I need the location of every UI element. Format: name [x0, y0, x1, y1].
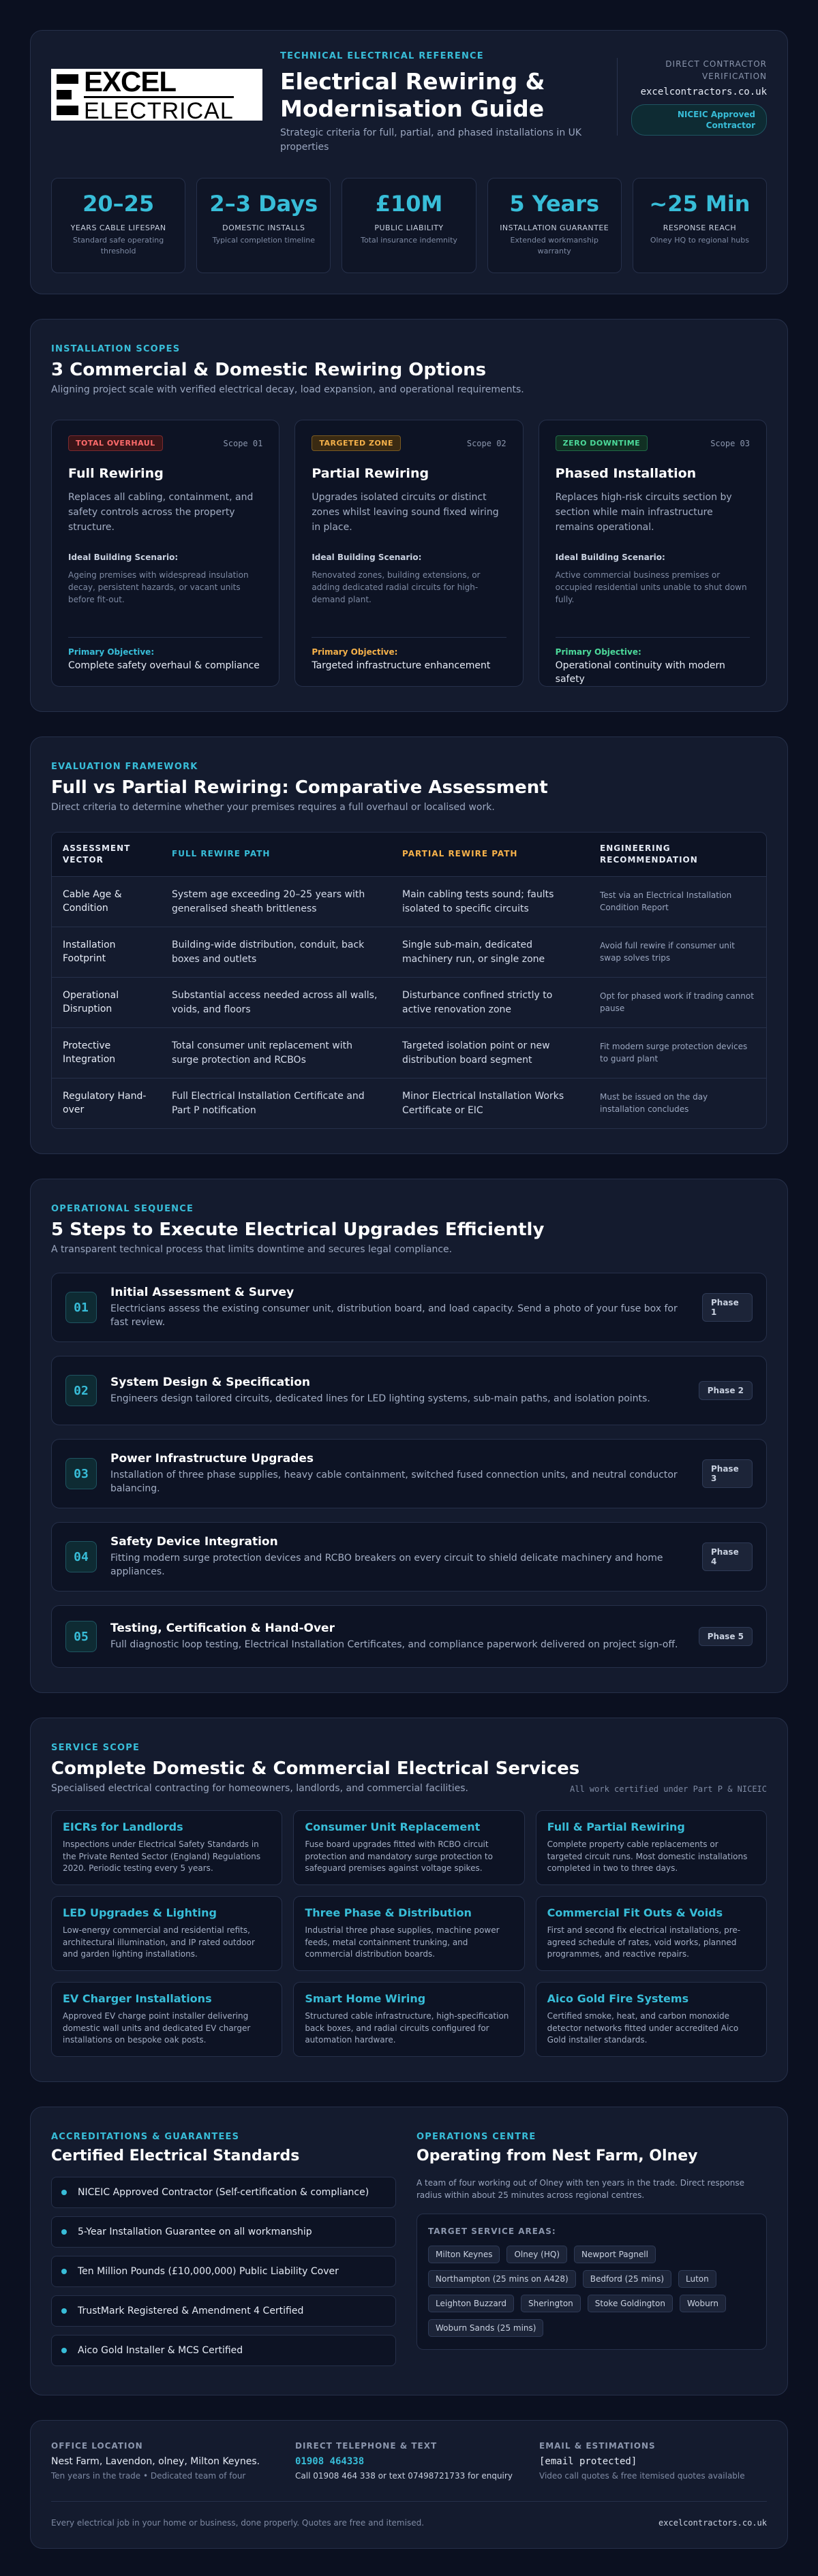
step-body — [97, 1376, 699, 1406]
scopes-eyebrow: INSTALLATION SCOPES — [51, 344, 181, 355]
stat-label: RESPONSE REACH — [663, 223, 737, 233]
stat-desc: Olney HQ to regional hubs — [650, 236, 749, 245]
service-card[interactable] — [51, 1810, 282, 1885]
step-title: Safety Device Integration — [110, 1534, 278, 1549]
stat-value: 5 Years — [509, 191, 600, 217]
service-title: Consumer Unit Replacement — [305, 1820, 481, 1834]
phase-badge: Phase 1 — [702, 1293, 753, 1322]
scope-objective — [68, 637, 262, 673]
scope-card-header — [312, 435, 506, 451]
accreditation-label: Aico Gold Installer & MCS Certified — [78, 2345, 243, 2357]
table-cell-recommendation: Avoid full rewire if consumer unit swap solves trips — [600, 941, 735, 963]
table-cell-partial: Targeted isolation point or new distribution board segment — [402, 1040, 550, 1066]
table-header-cell: ENGINEERING RECOMMENDATION — [600, 843, 698, 865]
compare-subtitle: Direct criteria to determine whether your premises requires a full overhaul or localised work. — [51, 802, 495, 813]
accreditation-item — [51, 2177, 396, 2208]
table-row — [52, 1027, 766, 1078]
step-body — [97, 1621, 699, 1651]
service-card[interactable] — [536, 1810, 767, 1885]
scope-desc: Upgrades isolated circuits or distinct zones whilst leaving sound fixed wiring in place. — [312, 492, 499, 533]
stat-value: £10M — [375, 191, 443, 217]
step-number: 03 — [65, 1458, 97, 1489]
service-area-chips — [428, 2246, 755, 2337]
service-area-chip: Woburn Sands (25 mins) — [428, 2319, 543, 2337]
scope-ideal-label: Ideal Building Scenario: — [312, 553, 422, 563]
scope-number: Scope 01 — [223, 438, 263, 448]
table-cell-vector: Regulatory Hand-over — [63, 1091, 147, 1115]
services-eyebrow: SERVICE SCOPE — [51, 1743, 140, 1754]
service-title: EV Charger Installations — [63, 1992, 212, 2006]
step-desc: Engineers design tailored circuits, dedicated lines for LED lighting systems, sub-main paths, and isolation points. — [110, 1393, 650, 1405]
hero-eyebrow: TECHNICAL ELECTRICAL REFERENCE — [280, 51, 484, 61]
phone-label: DIRECT TELEPHONE & TEXT — [295, 2441, 438, 2451]
email-sub: Video call quotes & free itemised quotes available — [539, 2471, 745, 2481]
service-card[interactable] — [51, 1982, 282, 2057]
steps-subtitle: A transparent technical process that limits downtime and secures legal compliance. — [51, 1244, 453, 1256]
hero-panel — [30, 30, 788, 294]
service-card[interactable] — [293, 1810, 524, 1885]
scope-card — [294, 420, 523, 687]
phone-sub: Call 01908 464 338 or text 07498721733 for enquiry — [295, 2471, 513, 2481]
accreditations-list — [51, 2177, 396, 2366]
accreditations-title: Certified Electrical Standards — [51, 2147, 300, 2165]
scope-title: Full Rewiring — [68, 466, 164, 482]
service-area-chip: Milton Keynes — [428, 2246, 500, 2263]
step-card — [51, 1605, 767, 1668]
service-title: Aico Gold Fire Systems — [547, 1992, 689, 2006]
table-cell-full: Total consumer unit replacement with surge protection and RCBOs — [172, 1040, 352, 1066]
email-label: EMAIL & ESTIMATIONS — [539, 2441, 656, 2451]
accreditation-item — [51, 2256, 396, 2287]
service-card[interactable] — [293, 1982, 524, 2057]
service-title: EICRs for Landlords — [63, 1820, 183, 1834]
scope-tag: TOTAL OVERHAUL — [68, 435, 163, 451]
table-cell-partial: Main cabling tests sound; faults isolated to specific circuits — [402, 889, 554, 914]
scopes-panel — [30, 319, 788, 712]
footer-tagline: Every electrical job in your home or business, done properly. Quotes are free and itemised. — [51, 2518, 425, 2528]
operations-desc: A team of four working out of Olney with ten years in the trade. Direct response radius within about 25 minutes across regional centres. — [416, 2178, 744, 2201]
footer — [30, 2420, 788, 2549]
service-area-chip: Woburn — [680, 2295, 726, 2312]
verify-domain-link[interactable]: excelcontractors.co.uk — [640, 87, 767, 97]
service-desc: First and second fix electrical installations, pre-agreed schedule of rates, void works, planned programmes, and reactive repairs. — [547, 1925, 741, 1959]
service-card[interactable] — [536, 1896, 767, 1971]
scope-ideal: Renovated zones, building extensions, or adding dedicated radial circuits for high-demand plant. — [312, 570, 481, 605]
stat-value: 2–3 Days — [209, 191, 318, 217]
table-cell-vector: Installation Footprint — [63, 940, 116, 964]
stat-card — [487, 178, 622, 273]
scope-tag: ZERO DOWNTIME — [556, 435, 648, 451]
scope-objective — [312, 637, 506, 673]
service-card[interactable] — [51, 1896, 282, 1971]
accreditation-label: 5-Year Installation Guarantee on all workmanship — [78, 2226, 312, 2238]
office-sub: Ten years in the trade • Dedicated team of four — [51, 2471, 246, 2481]
scope-objective-label: Primary Objective: — [312, 647, 398, 657]
compare-title: Full vs Partial Rewiring: Comparative Assessment — [51, 777, 548, 798]
step-number: 01 — [65, 1292, 97, 1323]
service-areas-box — [416, 2214, 767, 2350]
service-title: LED Upgrades & Lighting — [63, 1906, 217, 1920]
phase-badge: Phase 2 — [699, 1381, 753, 1400]
table-cell-vector: Protective Integration — [63, 1040, 116, 1065]
accreditation-label: Ten Million Pounds (£10,000,000) Public Liability Cover — [78, 2266, 339, 2278]
service-desc: Structured cable infrastructure, high-specification back boxes, and radial circuits configured for automation hardware. — [305, 2011, 509, 2045]
scope-objective-label: Primary Objective: — [68, 647, 155, 657]
scopes-subtitle: Aligning project scale with verified electrical decay, load expansion, and operational requirements. — [51, 384, 524, 396]
step-desc: Electricians assess the existing consumer unit, distribution board, and load capacity. Send a photo of your fuse box for fast review. — [110, 1303, 678, 1329]
niceic-badge: NICEIC Approved Contractor — [631, 104, 767, 136]
email-link[interactable]: [email protected] — [539, 2456, 637, 2468]
service-desc: Complete property cable replacements or targeted circuit runs. Most domestic installations completed in two to three days. — [547, 1840, 748, 1873]
accreditation-item — [51, 2295, 396, 2327]
service-title: Full & Partial Rewiring — [547, 1820, 685, 1834]
table-cell-full: Full Electrical Installation Certificate and Part P notification — [172, 1091, 365, 1116]
verify-label: DIRECT CONTRACTOR VERIFICATION — [665, 59, 767, 81]
service-area-chip: Stoke Goldington — [588, 2295, 673, 2312]
accreditation-label: TrustMark Registered & Amendment 4 Certified — [78, 2306, 304, 2317]
step-card — [51, 1522, 767, 1592]
page-title: Electrical Rewiring & Modernisation Guide — [280, 68, 545, 122]
step-card — [51, 1356, 767, 1425]
logo-mark-icon — [57, 74, 78, 115]
bullet-dot-icon — [61, 2308, 67, 2314]
scope-ideal-label: Ideal Building Scenario: — [555, 553, 665, 563]
bullet-dot-icon — [61, 2269, 67, 2274]
company-logo[interactable] — [51, 65, 262, 124]
table-cell-vector: Cable Age & Condition — [63, 889, 122, 914]
service-card[interactable] — [293, 1896, 524, 1971]
scope-title: Phased Installation — [555, 466, 697, 482]
table-cell-partial: Minor Electrical Installation Works Certificate or EIC — [402, 1091, 564, 1116]
table-cell-vector: Operational Disruption — [63, 990, 119, 1014]
service-area-chip: Leighton Buzzard — [428, 2295, 514, 2312]
stat-desc: Total insurance indemnity — [361, 236, 457, 245]
stat-card — [196, 178, 331, 273]
step-card — [51, 1439, 767, 1508]
steps-title: 5 Steps to Execute Electrical Upgrades Efficiently — [51, 1220, 545, 1241]
phase-badge: Phase 3 — [702, 1459, 753, 1488]
services-subtitle: Specialised electrical contracting for homeowners, landlords, and commercial facilities. — [51, 1783, 469, 1795]
office-label: OFFICE LOCATION — [51, 2441, 143, 2451]
steps-eyebrow: OPERATIONAL SEQUENCE — [51, 1204, 194, 1215]
step-desc: Full diagnostic loop testing, Electrical Installation Certificates, and compliance paperwork delivered on project sign-off. — [110, 1639, 678, 1651]
table-header-cell: PARTIAL REWIRE PATH — [402, 849, 518, 859]
accreditations-eyebrow: ACCREDITATIONS & GUARANTEES — [51, 2132, 240, 2143]
scope-desc: Replaces high-risk circuits section by section while main infrastructure remains operational. — [555, 492, 732, 533]
hero-subtitle: Strategic criteria for full, partial, and phased installations in UK properties — [280, 127, 582, 153]
table-row — [52, 1078, 766, 1128]
service-desc: Certified smoke, heat, and carbon monoxide detector networks fitted under accredited Aico Gold installer standards. — [547, 2011, 739, 2045]
step-title: Initial Assessment & Survey — [110, 1285, 294, 1299]
scope-objective-label: Primary Objective: — [555, 647, 641, 657]
step-number: 05 — [65, 1621, 97, 1652]
service-desc: Approved EV charge point installer delivering domestic wall units and dedicated EV charger installations on bespoke oak posts. — [63, 2011, 251, 2045]
table-cell-recommendation: Opt for phased work if trading cannot pause — [600, 991, 754, 1013]
phase-badge: Phase 4 — [702, 1542, 753, 1571]
stat-card — [51, 178, 185, 273]
scope-desc: Replaces all cabling, containment, and safety controls across the property structure. — [68, 492, 254, 533]
service-desc: Inspections under Electrical Safety Standards in the Private Rented Sector (England) Regulations 2020. Periodic testing every 5 years. — [63, 1840, 261, 1873]
scope-objective-value: Targeted infrastructure enhancement — [312, 660, 491, 672]
service-areas-label: TARGET SERVICE AREAS: — [428, 2226, 556, 2237]
accreditation-label: NICEIC Approved Contractor (Self-certification & compliance) — [78, 2187, 369, 2199]
service-area-chip: Bedford (25 mins) — [583, 2270, 671, 2288]
table-cell-recommendation: Fit modern surge protection devices to guard plant — [600, 1042, 748, 1064]
step-body — [97, 1286, 702, 1330]
services-panel — [30, 1718, 788, 2082]
scope-ideal: Ageing premises with widespread insulation decay, persistent hazards, or vacant units before fit-out. — [68, 570, 249, 605]
service-title: Commercial Fit Outs & Voids — [547, 1906, 723, 1920]
step-card — [51, 1273, 767, 1342]
step-title: Testing, Certification & Hand-Over — [110, 1621, 335, 1636]
stat-label: PUBLIC LIABILITY — [374, 223, 444, 233]
scope-card — [539, 420, 767, 687]
step-desc: Installation of three phase supplies, heavy cable containment, switched fused connection units, and neutral conductor balancing. — [110, 1469, 678, 1495]
scope-objective-value: Complete safety overhaul & compliance — [68, 660, 260, 672]
scope-number: Scope 03 — [710, 438, 750, 448]
verification-block — [617, 58, 767, 136]
table-cell-partial: Single sub-main, dedicated machinery run, or single zone — [402, 940, 545, 965]
stat-desc: Extended workmanship warranty — [510, 236, 599, 255]
table-row — [52, 876, 766, 927]
service-title: Three Phase & Distribution — [305, 1906, 472, 1920]
table-cell-full: Substantial access needed across all walls, voids, and floors — [172, 990, 378, 1015]
scope-ideal: Active commercial business premises or occupied residential units unable to shut down fully. — [555, 570, 747, 605]
scopes-title: 3 Commercial & Domestic Rewiring Options — [51, 360, 487, 381]
compare-panel — [30, 736, 788, 1154]
table-cell-recommendation: Must be issued on the day installation concludes — [600, 1092, 708, 1114]
accreditation-item — [51, 2335, 396, 2366]
stat-desc: Typical completion timeline — [212, 236, 316, 245]
steps-list — [51, 1273, 767, 1668]
service-area-chip: Sherington — [521, 2295, 581, 2312]
bullet-dot-icon — [61, 2229, 67, 2235]
stat-card — [633, 178, 767, 273]
operations-eyebrow: OPERATIONS CENTRE — [416, 2132, 536, 2143]
step-desc: Fitting modern surge protection devices and RCBO breakers on every circuit to shield delicate machinery and home appliances. — [110, 1552, 663, 1578]
accreditations-panel — [30, 2107, 788, 2395]
accreditation-item — [51, 2216, 396, 2248]
scope-objective — [556, 637, 750, 686]
service-desc: Industrial three phase supplies, machine power feeds, metal containment trunking, and commercial distribution boards. — [305, 1925, 500, 1959]
service-area-chip: Newport Pagnell — [574, 2246, 656, 2263]
table-row — [52, 977, 766, 1027]
scope-card-header — [556, 435, 750, 451]
services-grid — [51, 1810, 767, 2057]
operations-title: Operating from Nest Farm, Olney — [416, 2147, 698, 2165]
scope-title: Partial Rewiring — [312, 466, 429, 482]
service-card[interactable] — [536, 1982, 767, 2057]
steps-panel — [30, 1179, 788, 1693]
stat-label: INSTALLATION GUARANTEE — [500, 223, 609, 233]
services-note: All work certified under Part P & NICEIC — [570, 1784, 767, 1795]
bullet-dot-icon — [61, 2348, 67, 2353]
bullet-dot-icon — [61, 2190, 67, 2195]
stat-value: 20–25 — [82, 191, 155, 217]
service-area-chip: Olney (HQ) — [506, 2246, 567, 2263]
step-number: 04 — [65, 1541, 97, 1572]
phase-badge: Phase 5 — [699, 1627, 753, 1646]
table-header-cell: ASSESSMENT VECTOR — [63, 843, 131, 865]
stat-label: YEARS CABLE LIFESPAN — [70, 223, 166, 233]
scope-number: Scope 02 — [466, 438, 506, 448]
stat-value: ~25 Min — [649, 191, 751, 217]
stats-row — [51, 178, 767, 273]
compare-eyebrow: EVALUATION FRAMEWORK — [51, 762, 198, 773]
office-address: Nest Farm, Lavendon, olney, Milton Keynes. — [51, 2456, 260, 2468]
logo-line-1: EXCEL — [84, 65, 177, 97]
scope-ideal-label: Ideal Building Scenario: — [68, 553, 179, 563]
scope-tag: TARGETED ZONE — [312, 435, 401, 451]
scope-card-header — [68, 435, 262, 451]
service-area-chip: Luton — [678, 2270, 716, 2288]
service-area-chip: Northampton (25 mins on A428) — [428, 2270, 576, 2288]
scope-cards — [51, 420, 767, 687]
step-body — [97, 1535, 702, 1579]
logo-line-2: ELECTRICAL — [84, 96, 234, 123]
table-cell-recommendation: Test via an Electrical Installation Condition Report — [600, 890, 732, 912]
step-body — [97, 1452, 702, 1496]
table-header-cell: FULL REWIRE PATH — [172, 849, 271, 859]
service-title: Smart Home Wiring — [305, 1992, 426, 2006]
phone-link[interactable]: 01908 464338 — [295, 2456, 365, 2468]
service-desc: Low-energy commercial and residential refits, architectural illumination, and IP rated outdoor and garden lighting installations. — [63, 1925, 255, 1959]
stat-card — [342, 178, 476, 273]
table-cell-full: Building-wide distribution, conduit, back boxes and outlets — [172, 940, 365, 965]
table-row — [52, 927, 766, 977]
footer-domain-link[interactable]: excelcontractors.co.uk — [658, 2518, 767, 2528]
step-number: 02 — [65, 1375, 97, 1406]
table-header-row — [52, 833, 766, 876]
stat-desc: Standard safe operating threshold — [72, 236, 164, 255]
comparison-table — [51, 832, 767, 1129]
service-desc: Fuse board upgrades fitted with RCBO circuit protection and mandatory surge protection to safeguard premises against voltage spikes. — [305, 1840, 493, 1873]
table-cell-partial: Disturbance confined strictly to active renovation zone — [402, 990, 553, 1015]
services-title: Complete Domestic & Commercial Electrical Services — [51, 1758, 580, 1780]
table-cell-full: System age exceeding 20–25 years with generalised sheath brittleness — [172, 889, 365, 914]
scope-objective-value: Operational continuity with modern safety — [555, 660, 725, 685]
stat-label: DOMESTIC INSTALLS — [222, 223, 305, 233]
step-title: Power Infrastructure Upgrades — [110, 1451, 314, 1465]
scope-card — [51, 420, 279, 687]
step-title: System Design & Specification — [110, 1376, 310, 1390]
